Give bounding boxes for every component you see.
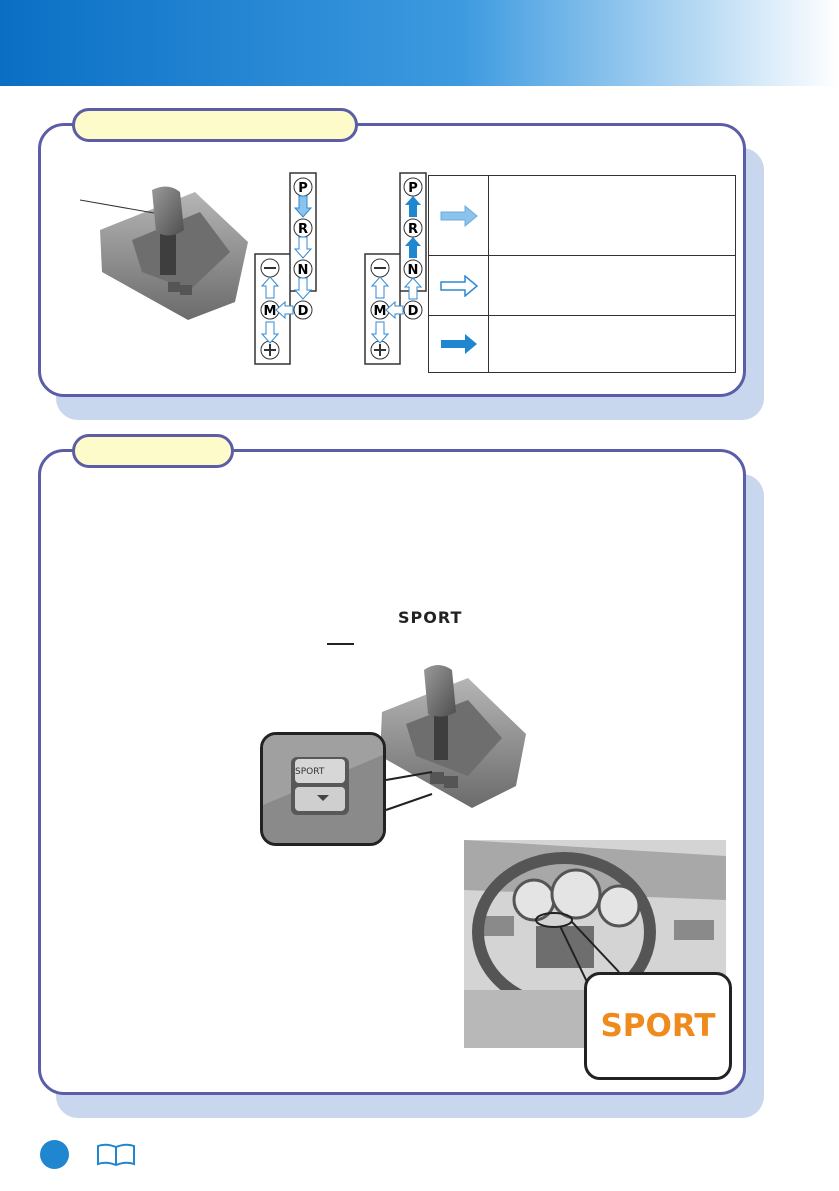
legend-row	[429, 316, 735, 372]
header-band	[0, 0, 839, 86]
switch-callout	[260, 732, 386, 846]
arrow-legend-table	[428, 175, 736, 373]
solid-blue-arrow-icon	[439, 333, 479, 355]
switch-sport-label: SPORT	[295, 767, 325, 777]
sport-indicator-callout	[584, 972, 732, 1080]
drive-section-tab	[72, 434, 234, 468]
left-m-label: M	[263, 304, 277, 319]
right-d-label: D	[407, 304, 419, 319]
manual-book-icon	[96, 1142, 136, 1168]
legend-row	[429, 256, 735, 316]
shift-pattern-default	[252, 170, 332, 366]
legend-row	[429, 176, 735, 256]
right-n-label: N	[407, 263, 419, 278]
light-blue-arrow-icon	[439, 205, 479, 227]
sport-indicator-text: SPORT	[600, 1008, 716, 1044]
right-p-label: P	[408, 181, 418, 196]
sport-label: SPORT	[398, 608, 463, 627]
left-d-label: D	[297, 304, 309, 319]
shift-lever-illustration	[80, 180, 260, 320]
right-r-label: R	[407, 222, 419, 237]
left-r-label: R	[297, 222, 309, 237]
left-n-label: N	[297, 263, 309, 278]
callout-connector	[380, 770, 440, 830]
outline-arrow-icon	[439, 275, 479, 297]
underline-mark	[327, 643, 354, 645]
right-m-label: M	[373, 304, 387, 319]
left-p-label: P	[298, 181, 308, 196]
shift-section-tab	[72, 108, 358, 142]
drive-mode-switch-illustration	[263, 735, 383, 843]
page-number	[40, 1140, 69, 1169]
